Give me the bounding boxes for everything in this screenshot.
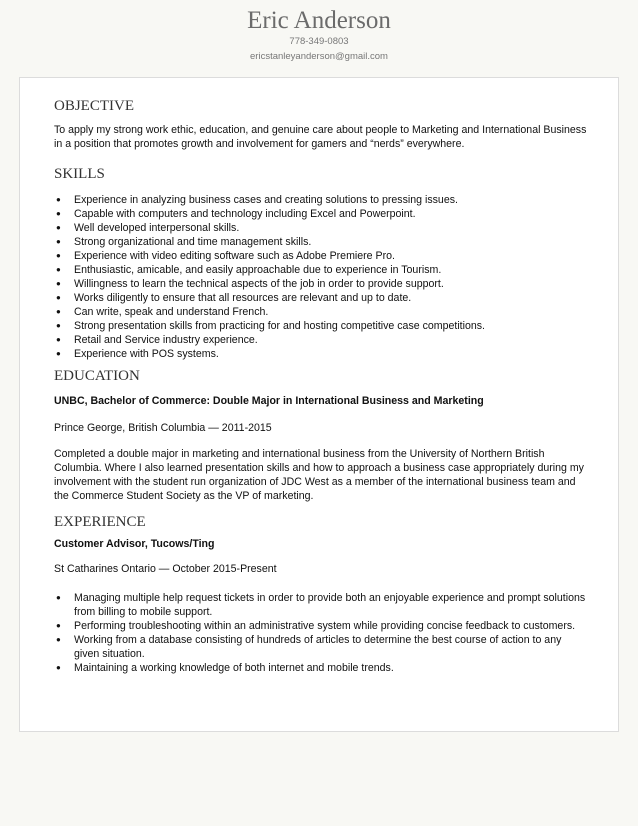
list-item: ● Managing multiple help request tickets in order to provide both an enjoyable experience and prompt solutions from billing to mobile support.: [54, 591, 588, 619]
list-item: ● Experience with POS systems.: [54, 347, 588, 361]
list-item: ● Performing troubleshooting within an administrative system while providing concise feedback to customers.: [54, 619, 588, 633]
list-item: ● Willingness to learn the technical aspects of the job in order to provide support.: [54, 277, 588, 291]
education-location: Prince George, British Columbia — 2011-2015: [54, 422, 272, 434]
skills-heading: SKILLS: [54, 166, 105, 182]
resume-header: [0, 0, 638, 64]
phone-number: 778-349-0803: [289, 36, 349, 47]
skills-list: [54, 193, 588, 361]
experience-list: [54, 591, 588, 675]
list-item: ● Strong presentation skills from practicing for and hosting competitive case competitions.: [54, 319, 588, 333]
candidate-name: Eric Anderson: [247, 7, 391, 34]
list-item: ● Retail and Service industry experience.: [54, 333, 588, 347]
experience-heading: EXPERIENCE: [54, 514, 146, 530]
list-item: ● Enthusiastic, amicable, and easily approachable due to experience in Tourism.: [54, 263, 588, 277]
resume-body: [19, 77, 619, 732]
education-heading: EDUCATION: [54, 368, 140, 384]
list-item: ● Experience in analyzing business cases and creating solutions to pressing issues.: [54, 193, 588, 207]
email-address: ericstanleyanderson@gmail.com: [250, 51, 388, 62]
list-item: ● Maintaining a working knowledge of both internet and mobile trends.: [54, 661, 588, 675]
degree-title: UNBC, Bachelor of Commerce: Double Major in International Business and Marketing: [54, 395, 484, 407]
list-item: ● Strong organizational and time management skills.: [54, 235, 588, 249]
list-item: ● Can write, speak and understand French.: [54, 305, 588, 319]
list-item: ● Capable with computers and technology including Excel and Powerpoint.: [54, 207, 588, 221]
education-description: Completed a double major in marketing and international business from the University of Northern British Columbia. Where I also learned presentation skills and how to approach a business case appropriately during my involvement with the student run organization of JDC West as a member of the international business team and the Commerce Student Society as the VP of marketing.: [54, 448, 584, 502]
list-item: ● Works diligently to ensure that all resources are relevant and up to date.: [54, 291, 588, 305]
job-title: Customer Advisor, Tucows/Ting: [54, 538, 215, 550]
objective-text: To apply my strong work ethic, education, and genuine care about people to Marketing and International Business in a position that promotes growth and involvement for gamers and “nerds” everywhere.: [54, 124, 587, 150]
job-location: St Catharines Ontario — October 2015-Present: [54, 563, 277, 575]
list-item: ● Well developed interpersonal skills.: [54, 221, 588, 235]
list-item: ● Working from a database consisting of hundreds of articles to determine the best course of action to any given situation.: [54, 633, 588, 661]
objective-heading: OBJECTIVE: [54, 98, 134, 114]
list-item: ● Experience with video editing software such as Adobe Premiere Pro.: [54, 249, 588, 263]
